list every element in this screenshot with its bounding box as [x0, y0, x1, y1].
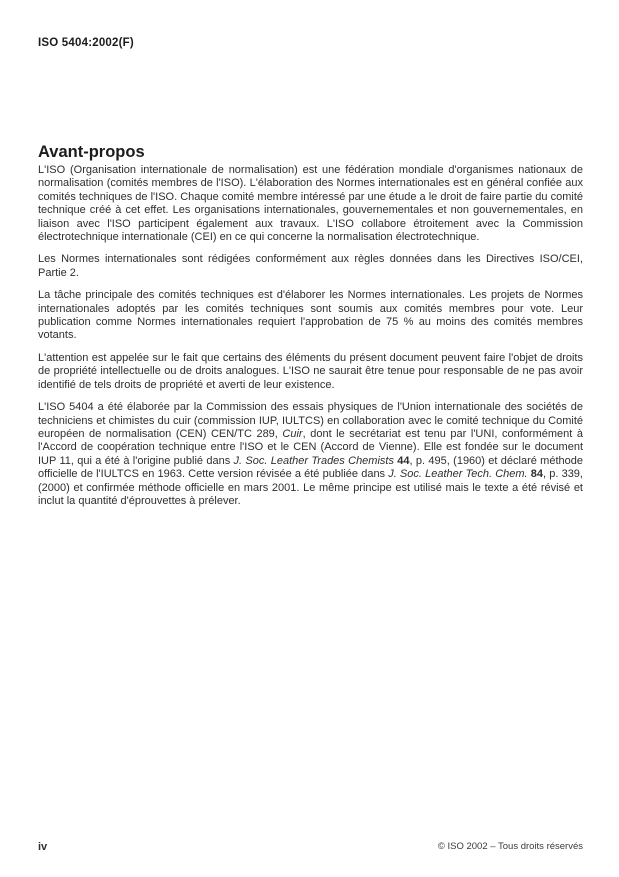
- document-reference: ISO 5404:2002(F): [38, 37, 134, 49]
- paragraph-comites: La tâche principale des comités techniques est d'élaborer les Normes internationales. Les projets de Normes internationales adoptés par les comités techniques sont soumis aux comités membres pour vote. Leur publication comme Normes internationales requiert l'approbation de 75 % au moins des comités membres votants.: [38, 289, 583, 342]
- paragraph-historique-run: , dont le secrétariat est tenu par l'UNI, conformément à l'Accord de coopération technique entre l'ISO et le CEN (Accord de Vienne). Elle est fondée sur le document IUP 11, qui a été à l'origine publié dans: [38, 427, 583, 467]
- paragraph-directives: Les Normes internationales sont rédigées conformément aux règles données dans les Directives ISO/CEI, Partie 2.: [38, 253, 583, 279]
- paragraph-historique-run: L'ISO 5404 a été élaborée par la Commission des essais physiques de l'Union internationale des sociétés de techniciens et chimistes du cuir (commission IUP, IULTCS) en collaboration avec le comité technique du Comité européen de normalisation (CEN) CEN/TC 289,: [38, 401, 583, 440]
- footer-copyright: © ISO 2002 – Tous droits réservés: [437, 841, 583, 852]
- paragraph-iso-intro: L'ISO (Organisation internationale de normalisation) est une fédération mondiale d'organismes nationaux de normalisation (comités membres de l'ISO). L'élaboration des Normes internationales est en général confiée aux comités techniques de l'ISO. Chaque comité membre intéressé par une étude a le droit de faire partie du comité technique créé à cet effet. Les organisations internationales, gouvernementales et non gouvernementales, en liaison avec l'ISO participent également aux travaux. L'ISO collabore étroitement avec la Commission électrotechnique internationale (CEI) en ce qui concerne la normalisation électrotechnique.: [38, 164, 583, 244]
- paragraph-historique: [38, 401, 583, 508]
- paragraph-historique-run-italic: Cuir: [282, 427, 303, 440]
- journal-volume-bold: 84: [530, 468, 544, 481]
- paragraph-historique-run: , p. 339, (2000) et confirmée méthode officielle en mars 2001. Le même principe est utilisé mais le texte a été révisé et inclut la quantité d'éprouvettes à prélever.: [38, 468, 583, 507]
- paragraph-propriete: L'attention est appelée sur le fait que certains des éléments du présent document peuvent faire l'objet de droits de propriété intellectuelle ou de droits analogues. L'ISO ne saurait être tenue pour responsable de ne pas avoir identifié de tels droits de propriété et averti de leur existence.: [38, 351, 583, 391]
- journal-title-italic: J. Soc. Leather Trades Chemists: [233, 454, 398, 467]
- paragraph-historique-run: , p. 495, (1960) et déclaré méthode officielle de l'IULTCS en 1963. Cette version révisée a été publiée dans: [38, 454, 583, 481]
- journal-title-italic: J. Soc. Leather Tech. Chem.: [388, 468, 531, 481]
- body-text: [38, 164, 583, 517]
- section-title: Avant-propos: [38, 143, 145, 162]
- footer-page-number: iv: [38, 841, 48, 853]
- journal-volume-bold: 44: [397, 454, 410, 467]
